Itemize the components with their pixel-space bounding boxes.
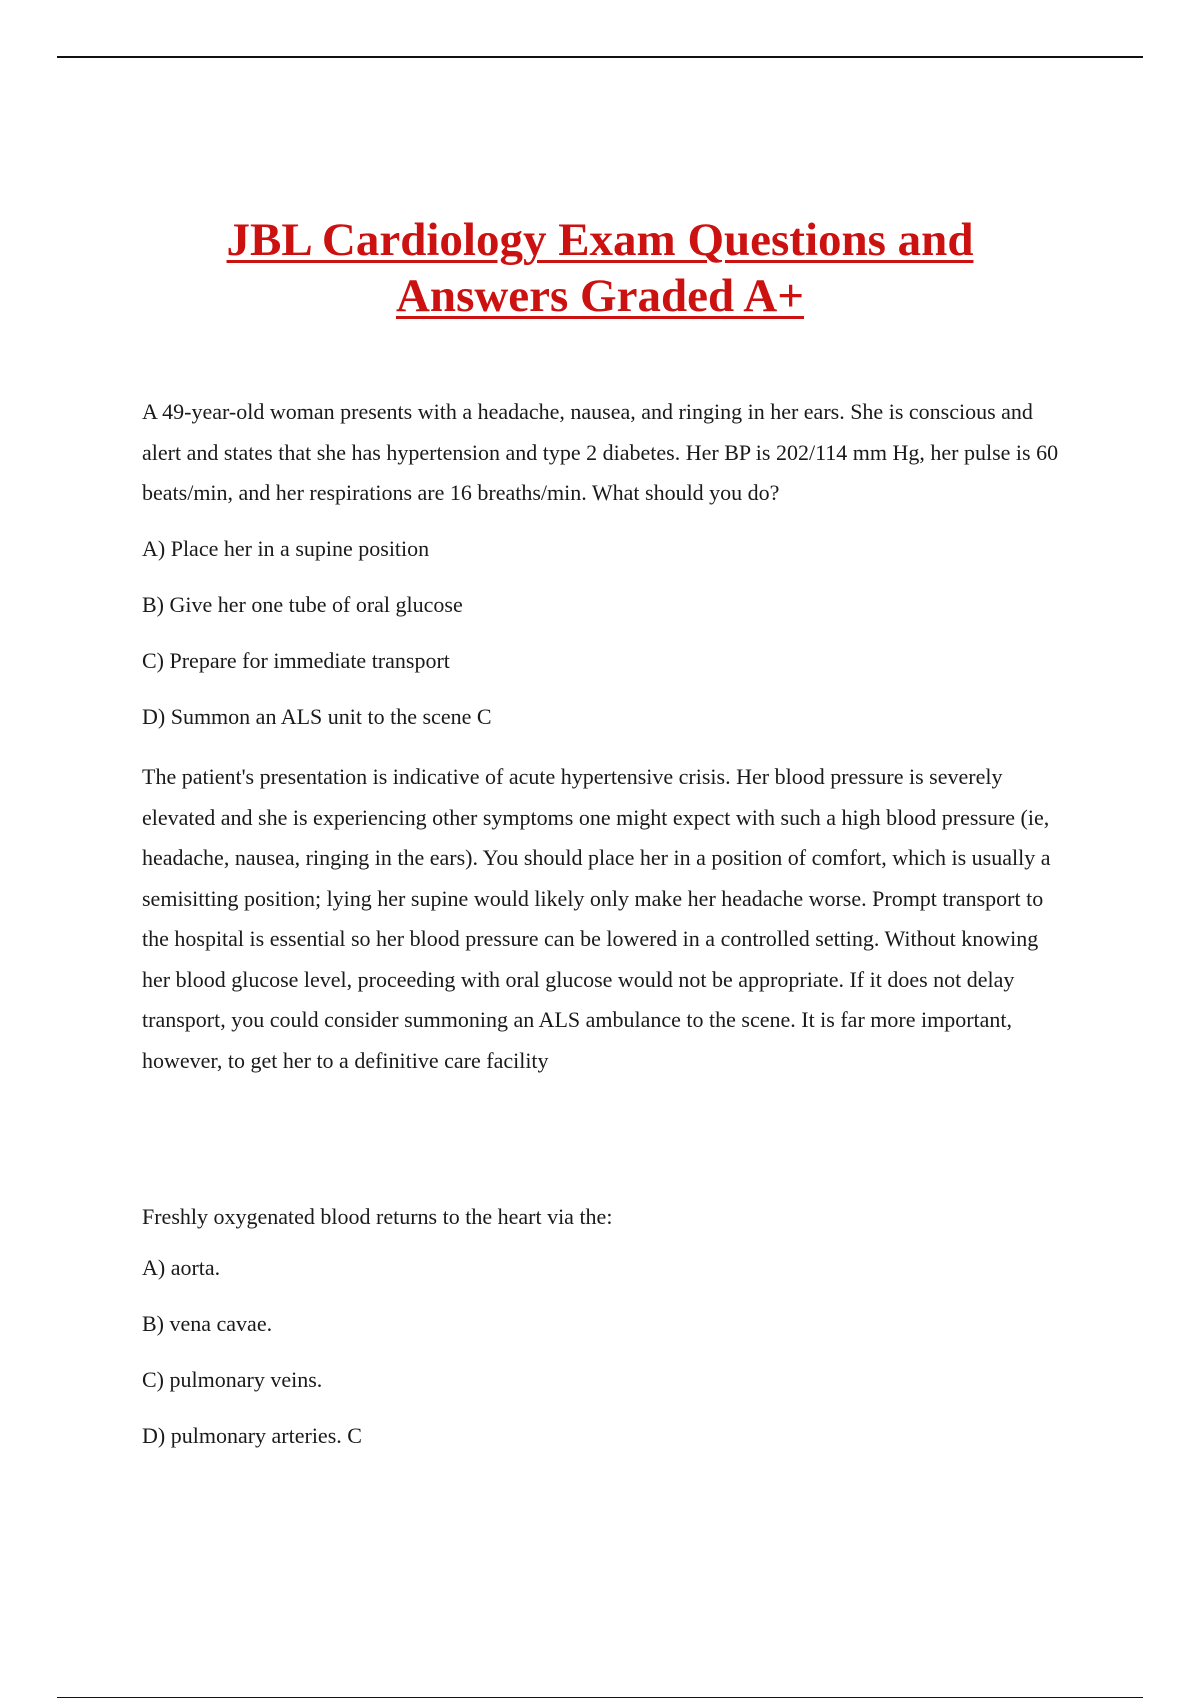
- question-1-option-d: D) Summon an ALS unit to the scene C: [142, 704, 492, 729]
- question-2: [142, 1197, 1067, 1238]
- question-2-option-d: D) pulmonary arteries. C: [142, 1423, 362, 1448]
- question-1-explanation: [142, 757, 1067, 1081]
- question-2-option-c: C) pulmonary veins.: [142, 1367, 323, 1392]
- question-1-options: [142, 521, 1067, 745]
- question-2-option-a: A) aorta.: [142, 1255, 221, 1280]
- title-line-2: Answers Graded A+: [395, 270, 804, 322]
- question-1-option-a: A) Place her in a supine position: [142, 536, 430, 561]
- footer-rule: [57, 1697, 1143, 1698]
- title-line-1: JBL Cardiology Exam Questions and: [226, 214, 974, 266]
- question-1: [142, 392, 1067, 514]
- question-1-stem: A 49-year-old woman presents with a headache, nausea, and ringing in her ears. She is conscious and alert and states that she has hypertension and type 2 diabetes. Her BP is 202/114 mm Hg, her pulse is 60 beats/min, and her respirations are 16 breaths/min. What should you do?: [142, 399, 1059, 505]
- question-1-explanation-text: The patient's presentation is indicative of acute hypertensive crisis. Her blood pressure is severely elevated and she is experiencing other symptoms one might expect with such a high blood pressure (ie, headache, nausea, ringing in the ears). You should place her in a position of comfort, which is usually a semisitting position; lying her supine would likely only make her headache worse. Prompt transport to the hospital is essential so her blood pressure can be lowered in a controlled setting. Without knowing her blood glucose level, proceeding with oral glucose would not be appropriate. If it does not delay transport, you could consider summoning an ALS ambulance to the scene. It is far more important, however, to get her to a definitive care facility: [142, 764, 1051, 1073]
- question-2-stem: Freshly oxygenated blood returns to the heart via the:: [142, 1204, 613, 1229]
- header-rule: [57, 56, 1143, 58]
- document-title: [0, 212, 1200, 324]
- question-1-option-b: B) Give her one tube of oral glucose: [142, 592, 463, 617]
- question-2-option-b: B) vena cavae.: [142, 1311, 273, 1336]
- question-2-options: [142, 1240, 1067, 1464]
- question-1-option-c: C) Prepare for immediate transport: [142, 648, 450, 673]
